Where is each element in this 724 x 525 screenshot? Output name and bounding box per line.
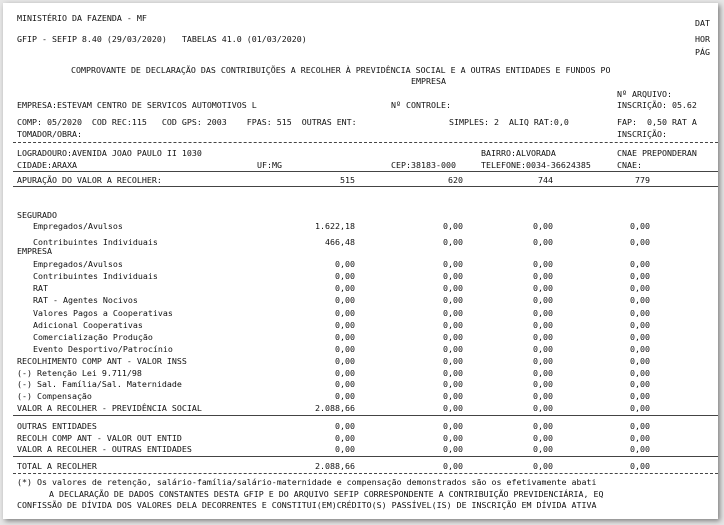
empresa-row-value: 0,00: [335, 344, 355, 354]
empresa-row-value: 0,00: [630, 356, 650, 366]
empresa-row-value: 0,00: [443, 379, 463, 389]
segurado-row-label: Contribuintes Individuais: [33, 237, 158, 247]
outras-row-value: 0,00: [335, 433, 355, 443]
empresa-row-value: 0,00: [630, 295, 650, 305]
total-value: 0,00: [630, 461, 650, 471]
outras-row-value: 0,00: [533, 444, 553, 454]
fpas-column-620: 620: [448, 175, 463, 185]
outras-row-value: 0,00: [630, 421, 650, 431]
empresa-row-value: 0,00: [335, 283, 355, 293]
empresa-row-value: 0,00: [630, 259, 650, 269]
empresa-row-value: 0,00: [533, 308, 553, 318]
fpas-column-744: 744: [538, 175, 553, 185]
segurado-row-label: SEGURADO: [17, 210, 57, 220]
gfip-report-page: [3, 3, 718, 519]
segurado-row-value: 0,00: [630, 237, 650, 247]
apuracao-label: APURAÇÃO DO VALOR A RECOLHER:: [17, 175, 162, 185]
empresa-row-value: 0,00: [630, 391, 650, 401]
outras-row-label: VALOR A RECOLHER - OUTRAS ENTIDADES: [17, 444, 192, 454]
empresa-row-value: 0,00: [443, 271, 463, 281]
empresa-row-value: 0,00: [630, 320, 650, 330]
telefone: TELEFONE:0034-36624385: [481, 160, 591, 170]
empresa-row-value: 0,00: [533, 403, 553, 413]
outras-row-value: 0,00: [335, 444, 355, 454]
empresa-row-value: 0,00: [443, 403, 463, 413]
outras-row-label: OUTRAS ENTIDADES: [17, 421, 97, 431]
segurado-row-value: 0,00: [443, 221, 463, 231]
empresa-row-value: 0,00: [630, 368, 650, 378]
empresa-row-value: 0,00: [533, 391, 553, 401]
empresa-row-value: 0,00: [443, 368, 463, 378]
outras-row-value: 0,00: [533, 421, 553, 431]
empresa-row-value: 0,00: [533, 379, 553, 389]
outras-row-label: RECOLH COMP ANT - VALOR OUT ENTID: [17, 433, 182, 443]
empresa-row-value: 0,00: [335, 368, 355, 378]
empresa-row-value: 0,00: [630, 308, 650, 318]
bairro: BAIRRO:ALVORADA: [481, 148, 556, 158]
empresa-row-value: 0,00: [443, 283, 463, 293]
separator: [13, 415, 718, 416]
outras-row-value: 0,00: [443, 444, 463, 454]
segurado-row-value: 1.622,18: [315, 221, 355, 231]
empresa-row-value: 0,00: [630, 283, 650, 293]
empresa-row-label: (-) Sal. Família/Sal. Maternidade: [17, 379, 182, 389]
declaration-line-2: CONFISSÃO DE DÍVIDA DOS VALORES DELA DECORRENTES E CONSTITUI(EM)CRÉDITO(S) PASSÍVEL(IS) DE INSCRIÇÃO EM DÍVIDA ATIVA: [17, 500, 597, 510]
empresa-row-value: 0,00: [630, 403, 650, 413]
date-label: DAT: [695, 18, 710, 28]
empresa-name: EMPRESA:ESTEVAM CENTRO DE SERVICOS AUTOMOTIVOS L: [17, 100, 257, 110]
declaration-line-1: A DECLARAÇÃO DE DADOS CONSTANTES DESTA GFIP E DO ARQUIVO SEFIP CORRESPONDENTE A CONTRIBUIÇÃO PREVIDENCIÁRIA, EQ: [49, 489, 604, 499]
arquivo-label: Nº ARQUIVO:: [617, 89, 672, 99]
empresa-row-label: VALOR A RECOLHER - PREVIDÊNCIA SOCIAL: [17, 403, 202, 413]
fpas-column-779: 779: [635, 175, 650, 185]
inscricao-value: INSCRIÇÃO: 05.62: [617, 100, 697, 110]
outras-row-value: 0,00: [335, 421, 355, 431]
empresa-row-value: 0,00: [630, 332, 650, 342]
cnae-preponderante: CNAE PREPONDERAN: [617, 148, 697, 158]
outras-row-value: 0,00: [443, 421, 463, 431]
tomador-label: TOMADOR/OBRA:: [17, 129, 82, 139]
empresa-row-label: Empregados/Avulsos: [33, 259, 123, 269]
empresa-row-value: 0,00: [533, 295, 553, 305]
empresa-row-label: Adicional Cooperativas: [33, 320, 143, 330]
total-value: 2.088,66: [315, 461, 355, 471]
empresa-row-value: 0,00: [533, 356, 553, 366]
empresa-row-value: 0,00: [335, 320, 355, 330]
cep: CEP:38183-000: [391, 160, 456, 170]
empresa-row-label: RAT - Agentes Nocivos: [33, 295, 138, 305]
cnae: CNAE:: [617, 160, 642, 170]
empresa-row-value: 0,00: [533, 332, 553, 342]
empresa-row-value: 0,00: [335, 332, 355, 342]
empresa-row-value: 0,00: [335, 295, 355, 305]
total-label: TOTAL A RECOLHER: [17, 461, 97, 471]
empresa-row-label: Contribuintes Individuais: [33, 271, 158, 281]
empresa-row-value: 0,00: [335, 379, 355, 389]
segurado-row-value: 0,00: [533, 237, 553, 247]
empresa-row-label: (-) Compensação: [17, 391, 92, 401]
segurado-row-label: Empregados/Avulsos: [33, 221, 123, 231]
controle-label: Nº CONTROLE:: [391, 100, 451, 110]
empresa-row-value: 2.088,66: [315, 403, 355, 413]
empresa-row-value: 0,00: [443, 295, 463, 305]
empresa-row-value: 0,00: [443, 391, 463, 401]
outras-row-value: 0,00: [533, 433, 553, 443]
cidade: CIDADE:ARAXA: [17, 160, 77, 170]
empresa-row-value: 0,00: [443, 308, 463, 318]
empresa-row-label: (-) Retenção Lei 9.711/98: [17, 368, 142, 378]
page-label: PÁG: [695, 47, 710, 57]
empresa-row-value: 0,00: [335, 308, 355, 318]
outras-row-value: 0,00: [443, 433, 463, 443]
empresa-row-value: 0,00: [443, 356, 463, 366]
outras-row-value: 0,00: [630, 433, 650, 443]
gfip-version: GFIP - SEFIP 8.40 (29/03/2020) TABELAS 41.0 (01/03/2020): [17, 34, 307, 44]
empresa-row-value: 0,00: [335, 271, 355, 281]
simples-aliq: SIMPLES: 2 ALIQ RAT:0,0: [449, 117, 569, 127]
fpas-column-515: 515: [340, 175, 355, 185]
fap-rat: FAP: 0,50 RAT A: [617, 117, 697, 127]
empresa-row-value: 0,00: [533, 259, 553, 269]
empresa-row-value: 0,00: [443, 344, 463, 354]
separator: [13, 142, 718, 143]
empresa-row-value: 0,00: [630, 379, 650, 389]
empresa-row-label: Comercialização Produção: [33, 332, 153, 342]
empresa-row-value: 0,00: [335, 259, 355, 269]
empresa-row-label: EMPRESA: [17, 246, 52, 256]
document-subtitle: EMPRESA: [411, 76, 446, 86]
ministry-title: MINISTÉRIO DA FAZENDA - MF: [17, 13, 147, 23]
uf: UF:MG: [257, 160, 282, 170]
segurado-row-value: 466,48: [325, 237, 355, 247]
segurado-row-value: 0,00: [533, 221, 553, 231]
segurado-row-value: 0,00: [443, 237, 463, 247]
empresa-row-value: 0,00: [443, 259, 463, 269]
empresa-row-value: 0,00: [443, 320, 463, 330]
empresa-row-value: 0,00: [533, 283, 553, 293]
empresa-row-label: RECOLHIMENTO COMP ANT - VALOR INSS: [17, 356, 187, 366]
hour-label: HOR: [695, 34, 710, 44]
empresa-row-value: 0,00: [443, 332, 463, 342]
segurado-row-value: 0,00: [630, 221, 650, 231]
total-value: 0,00: [443, 461, 463, 471]
empresa-row-value: 0,00: [630, 344, 650, 354]
footnote: (*) Os valores de retenção, salário-família/salário-maternidade e compensação demonstrados são os efetivamente abati: [17, 477, 597, 487]
empresa-row-value: 0,00: [533, 368, 553, 378]
empresa-row-label: Evento Desportivo/Patrocínio: [33, 344, 173, 354]
empresa-row-label: RAT: [33, 283, 48, 293]
total-value: 0,00: [533, 461, 553, 471]
separator: [13, 456, 718, 457]
empresa-row-value: 0,00: [533, 271, 553, 281]
document-title: COMPROVANTE DE DECLARAÇÃO DAS CONTRIBUIÇÕES A RECOLHER À PREVIDÊNCIA SOCIAL E A OUTRAS ENTIDADES E FUNDOS PO: [71, 65, 611, 75]
separator: [13, 171, 718, 172]
empresa-row-value: 0,00: [335, 391, 355, 401]
empresa-row-value: 0,00: [630, 271, 650, 281]
inscricao-tomador: INSCRIÇÃO:: [617, 129, 667, 139]
separator: [13, 186, 718, 187]
comp-line: COMP: 05/2020 COD REC:115 COD GPS: 2003 FPAS: 515 OUTRAS ENT:: [17, 117, 357, 127]
empresa-row-label: Valores Pagos a Cooperativas: [33, 308, 173, 318]
empresa-row-value: 0,00: [533, 344, 553, 354]
separator: [13, 473, 718, 474]
logradouro: LOGRADOURO:AVENIDA JOAO PAULO II 1030: [17, 148, 202, 158]
empresa-row-value: 0,00: [335, 356, 355, 366]
outras-row-value: 0,00: [630, 444, 650, 454]
empresa-row-value: 0,00: [533, 320, 553, 330]
